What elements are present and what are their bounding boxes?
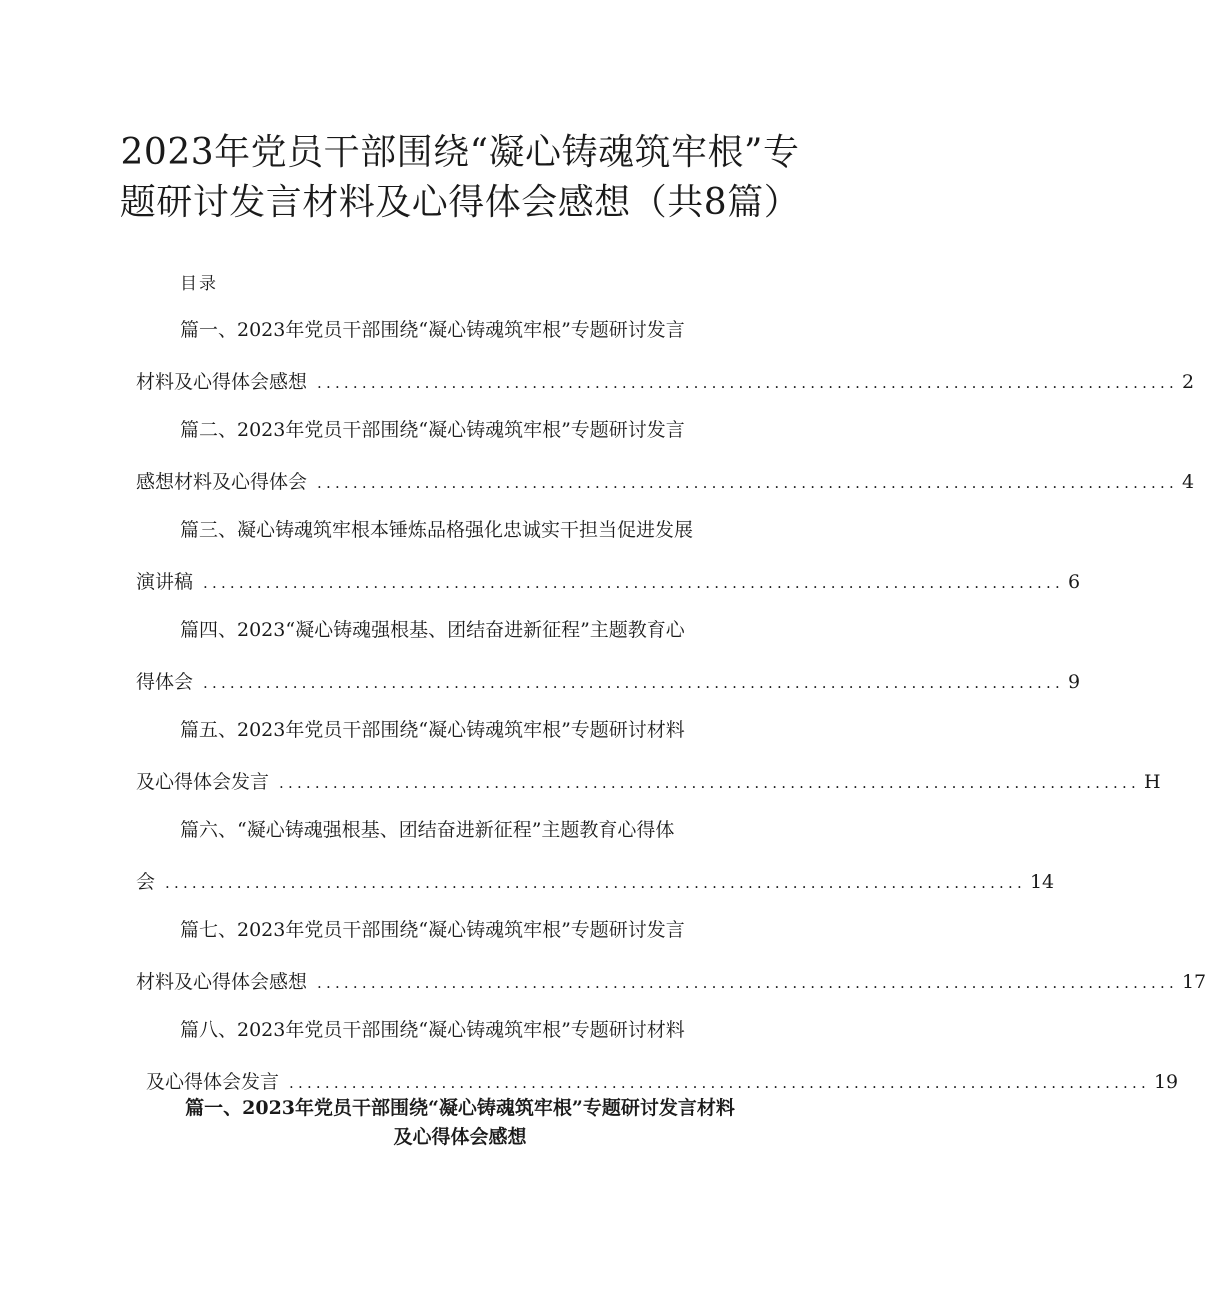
document-title-line-1: 2023年党员干部围绕“凝心铸魂筑牢根”专 xyxy=(120,132,800,173)
toc-page-number: 19 xyxy=(1153,1071,1179,1093)
toc-dot-leader: ................................................................................................ xyxy=(203,674,1064,692)
toc-page-number: 6 xyxy=(1067,571,1081,593)
toc-entry-title-continuation: 材料及心得体会感想 xyxy=(136,971,308,993)
toc-page-number: 17 xyxy=(1181,971,1206,993)
toc-dot-leader: ................................................................................................ xyxy=(165,874,1026,892)
toc-entry-title: 篇二、2023年党员干部围绕“凝心铸魂筑牢根”专题研讨发言 xyxy=(180,419,685,441)
toc-dot-leader: ................................................................................................ xyxy=(203,574,1064,592)
toc-entry-continuation-row xyxy=(136,766,1161,799)
toc-dot-leader: ................................................................................................ xyxy=(317,974,1178,992)
toc-entry-continuation-row xyxy=(136,466,1195,499)
toc-entry[interactable] xyxy=(136,614,1081,714)
toc-entry-title-continuation: 材料及心得体会感想 xyxy=(136,371,308,393)
toc-entry[interactable] xyxy=(136,914,1206,1014)
toc-entry-title-continuation: 及心得体会发言 xyxy=(136,771,270,793)
toc-entry-title-continuation: 会 xyxy=(136,871,156,893)
toc-entry-title: 篇一、2023年党员干部围绕“凝心铸魂筑牢根”专题研讨发言 xyxy=(180,319,685,341)
toc-entry-continuation-row xyxy=(136,866,1055,899)
toc-entry-title: 篇五、2023年党员干部围绕“凝心铸魂筑牢根”专题研讨材料 xyxy=(180,719,685,741)
toc-entry[interactable] xyxy=(136,314,1195,414)
toc-entry-title: 篇八、2023年党员干部围绕“凝心铸魂筑牢根”专题研讨材料 xyxy=(180,1019,685,1041)
toc-page-number: H xyxy=(1143,771,1161,793)
toc-entry-title-continuation: 得体会 xyxy=(136,671,194,693)
toc-entry[interactable] xyxy=(136,414,1195,514)
document-title xyxy=(110,128,810,228)
toc-dot-leader: ................................................................................................ xyxy=(289,1074,1150,1092)
toc-entry[interactable] xyxy=(136,814,1055,914)
toc-page-number: 14 xyxy=(1029,871,1055,893)
section-heading-line-2: 及心得体会感想 xyxy=(393,1126,527,1148)
toc-entry-title: 篇四、2023“凝心铸魂强根基、团结奋进新征程”主题教育心 xyxy=(180,619,685,641)
toc-entry-title-continuation: 及心得体会发言 xyxy=(146,1071,280,1093)
section-heading-line-1: 篇一、2023年党员干部围绕“凝心铸魂筑牢根”专题研讨发言材料 xyxy=(185,1097,735,1119)
document-title-line-2: 题研讨发言材料及心得体会感想（共8篇） xyxy=(119,182,801,223)
toc-entry[interactable] xyxy=(136,514,1081,614)
toc-dot-leader: ................................................................................................ xyxy=(317,374,1178,392)
toc-page-number: 9 xyxy=(1067,671,1081,693)
toc-entry-title-continuation: 感想材料及心得体会 xyxy=(136,471,308,493)
toc-entry-title: 篇六、“凝心铸魂强根基、团结奋进新征程”主题教育心得体 xyxy=(180,819,675,841)
section-heading xyxy=(120,1094,800,1152)
toc-dot-leader: ................................................................................................ xyxy=(279,774,1140,792)
toc-entry-title: 篇三、凝心铸魂筑牢根本锤炼品格强化忠诚实干担当促进发展 xyxy=(180,519,694,541)
toc-dot-leader: ................................................................................................ xyxy=(317,474,1178,492)
toc-entry-title-continuation: 演讲稿 xyxy=(136,571,194,593)
toc-entry[interactable] xyxy=(136,714,1161,814)
toc-page-number: 2 xyxy=(1181,371,1195,393)
toc-entry-continuation-row xyxy=(136,366,1195,399)
table-of-contents xyxy=(136,314,1206,1114)
toc-entry-continuation-row xyxy=(136,966,1206,999)
toc-entry-continuation-row xyxy=(136,566,1081,599)
toc-entry-continuation-row xyxy=(136,666,1081,699)
toc-label: 目录 xyxy=(180,274,218,294)
toc-page-number: 4 xyxy=(1181,471,1195,493)
toc-entry-title: 篇七、2023年党员干部围绕“凝心铸魂筑牢根”专题研讨发言 xyxy=(180,919,685,941)
